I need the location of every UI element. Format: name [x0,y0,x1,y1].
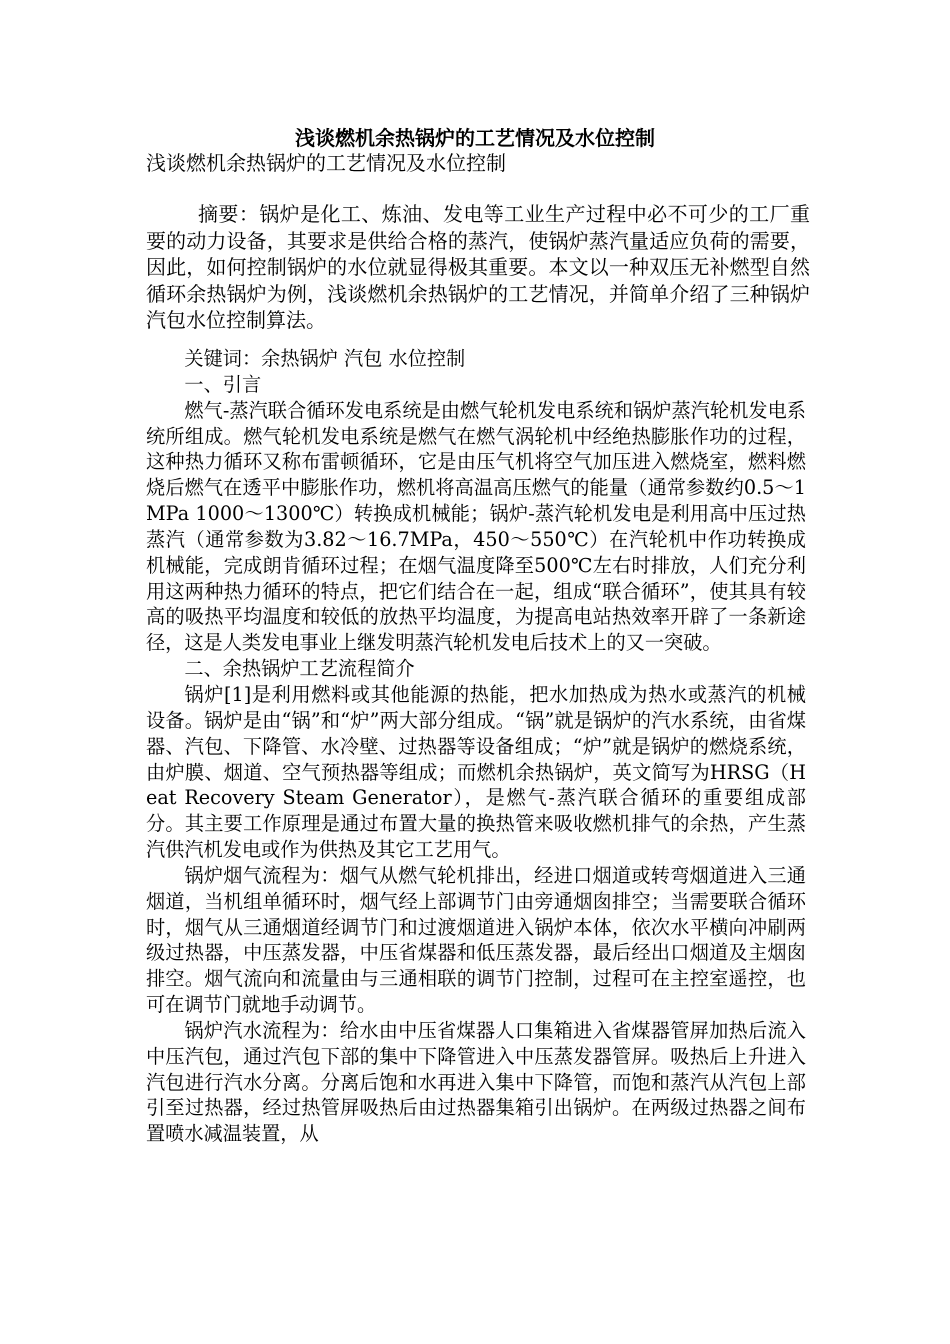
section-heading-introduction: 一、引言 [184,372,262,396]
document-title: 浅谈燃机余热锅炉的工艺情况及水位控制 [295,126,655,150]
keywords-line: 关键词：余热锅炉 汽包 水位控制 [184,347,466,370]
steam-water-flow-paragraph: 锅炉汽水流程为：给水由中压省煤器人口集箱进入省煤器管屏加热后流入中压汽包，通过汽包下部的集中下降管进入中压蒸发器管屏。吸热后上升进入汽包进行汽水分离。分离后饱和水再进入集中下降管，而饱和蒸汽从汽包上部引至过热器，经过热管屏吸热后由过热器集箱引出锅炉。在两级过热器之间布置喷水减温装置，从 [146,1018,806,1146]
section-heading-process-flow: 二、余热锅炉工艺流程简介 [184,657,415,681]
abstract-block [146,201,810,334]
document-subtitle: 浅谈燃机余热锅炉的工艺情况及水位控制 [146,151,506,175]
flue-gas-flow-paragraph: 锅炉烟气流程为：烟气从燃气轮机排出，经进口烟道或转弯烟道进入三通烟道，当机组单循环时，烟气经上部调节门由旁通烟囱排空；当需要联合循环时，烟气从三通烟道经调节门和过渡烟道进入锅炉本体，依次水平横向冲刷两级过热器，中压蒸发器，中压省煤器和低压蒸发器，最后经出口烟道及主烟囱排空。烟气流向和流量由与三通相联的调节门控制，过程可在主控室遥控，也可在调节门就地手动调节。 [146,863,806,1017]
boiler-definition-paragraph: 锅炉[1]是利用燃料或其他能源的热能，把水加热成为热水或蒸汽的机械设备。锅炉是由“锅”和“炉”两大部分组成。“锅”就是锅炉的汽水系统，由省煤器、汽包、下降管、水冷壁、过热器等设备组成；“炉”就是锅炉的燃烧系统，由炉膜、烟道、空气预热器等组成；而燃机余热锅炉，英文简写为HRSG（Heat Recovery Steam Generator），是燃气-蒸汽联合循环的重要组成部分。其主要工作原理是通过布置大量的换热管来吸收燃机排气的余热，产生蒸汽供汽机发电或作为供热及其它工艺用气。 [146,682,806,862]
abstract-paragraph: 摘要：锅炉是化工、炼油、发电等工业生产过程中必不可少的工厂重要的动力设备，其要求是供给合格的蒸汽，使锅炉蒸汽量适应负荷的需要，因此，如何控制锅炉的水位就显得极其重要。本文以一种双压无补燃型自然循环余热锅炉为例，浅谈燃机余热锅炉的工艺情况，并简单介绍了三种锅炉汽包水位控制算法。 [146,202,810,333]
body-text [146,346,806,1147]
introduction-paragraph: 燃气-蒸汽联合循环发电系统是由燃气轮机发电系统和锅炉蒸汽轮机发电系统所组成。燃气轮机发电系统是燃气在燃气涡轮机中经绝热膨胀作功的过程，这种热力循环又称布雷顿循环，它是由压气机将空气加压进入燃烧室，燃料燃烧后燃气在透平中膨胀作功，燃机将高温高压燃气的能量（通常参数约0.5～1MPa 1000～1300℃）转换成机械能；锅炉-蒸汽轮机发电是利用高中压过热蒸汽（通常参数为3.82～16.7MPa，450～550℃）在汽轮机中作功转换成机械能，完成朗肯循环过程；在烟气温度降至500℃左右时排放，人们充分利用这两种热力循环的特点，把它们结合在一起，组成“联合循环”，使其具有较高的吸热平均温度和较低的放热平均温度，为提高电站热效率开辟了一条新途径，这是人类发电事业上继发明蒸汽轮机发电后技术上的又一突破。 [146,398,806,655]
